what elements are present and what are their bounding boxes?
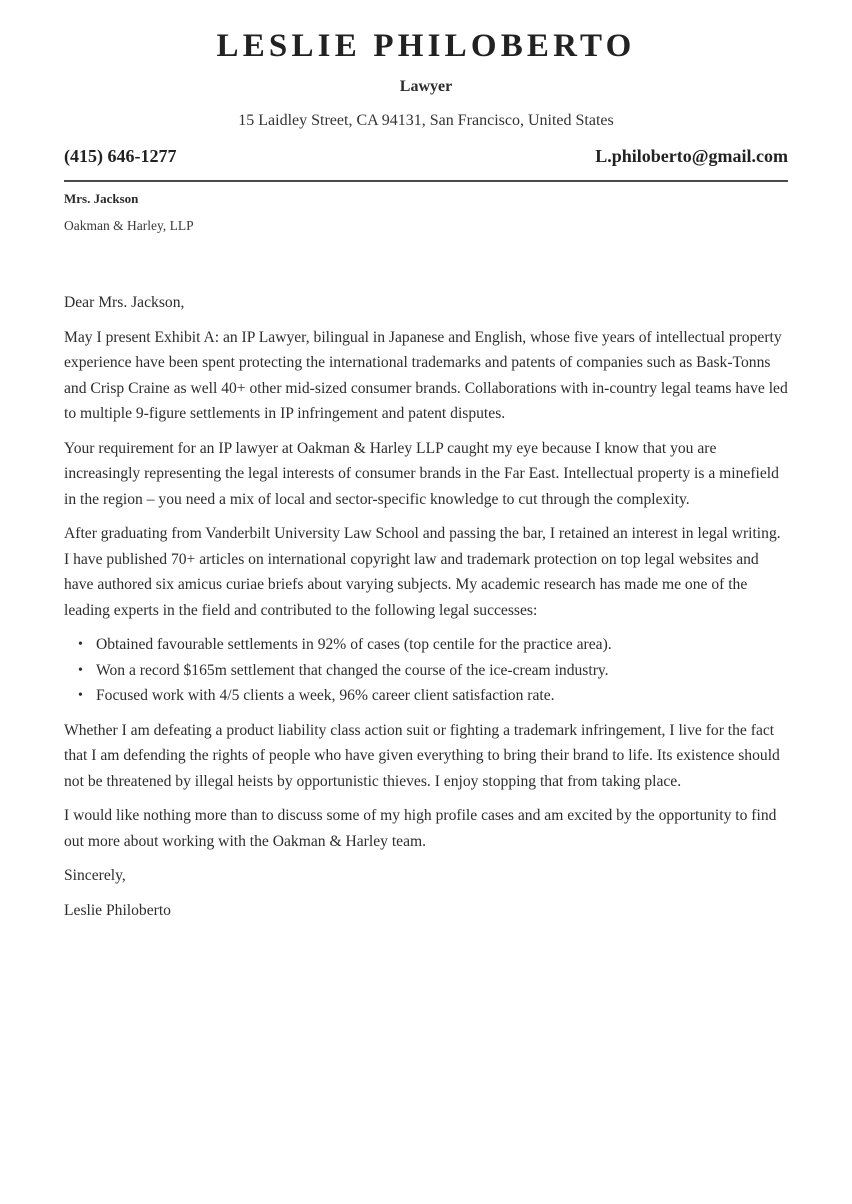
applicant-address: 15 Laidley Street, CA 94131, San Francisco, United States xyxy=(238,112,614,129)
achievement-text: Won a record $165m settlement that changed the course of the ice-cream industry. xyxy=(96,661,609,679)
sign-off: Sincerely, xyxy=(64,867,126,884)
list-item xyxy=(78,658,788,684)
body-paragraph: Your requirement for an IP lawyer at Oakman & Harley LLP caught my eye because I know that you are increasingly representing the legal interests of consumer brands in the Far East. Intellectual property is a minefield in the region – you need a mix of local and sector-specific knowledge to cut through the complexity. xyxy=(64,439,779,508)
applicant-title: Lawyer xyxy=(399,78,453,95)
bullet-icon: • xyxy=(78,662,83,678)
list-item xyxy=(78,632,788,658)
applicant-name: LESLIE PHILOBERTO xyxy=(216,28,636,64)
achievement-text: Obtained favourable settlements in 92% of cases (top centile for the practice area). xyxy=(96,636,612,653)
letter-body xyxy=(64,290,788,932)
body-paragraph: May I present Exhibit A: an IP Lawyer, bilingual in Japanese and English, whose five years of intellectual property experience have been spent protecting the international trademarks and patents of companies such as Bask-Tonns and Crisp Craine as well 40+ other mid-sized consumer brands. Collaborations with in-country legal teams have led to multiple 9-figure settlements in IP infringement and patent disputes. xyxy=(64,328,788,422)
contact-row xyxy=(64,146,788,167)
body-paragraph: Whether I am defeating a product liability class action suit or fighting a trademark infringement, I live for the fact that I am defending the rights of people who have given everything to bring their brand to life. Its existence should not be threatened by illegal heists by opportunistic thieves. I enjoy stopping that from taking place. xyxy=(64,721,780,790)
bullet-icon: • xyxy=(78,688,83,703)
body-paragraph: I would like nothing more than to discuss some of my high profile cases and am excited by the opportunity to find out more about working with the Oakman & Harley team. xyxy=(64,807,777,850)
recipient-company: Oakman & Harley, LLP xyxy=(64,218,194,233)
body-paragraph: After graduating from Vanderbilt University Law School and passing the bar, I retained an interest in legal writing. I have published 70+ articles on international copyright law and trademark protection on top legal websites and have authored six amicus curiae briefs about varying subjects. My academic research has made me one of the leading experts in the field and contributed to the following legal successes: xyxy=(64,525,781,619)
signature: Leslie Philoberto xyxy=(64,901,171,919)
salutation: Dear Mrs. Jackson, xyxy=(64,294,185,311)
list-item xyxy=(78,683,788,709)
achievement-text: Focused work with 4/5 clients a week, 96% career client satisfaction rate. xyxy=(96,687,555,704)
header-divider xyxy=(64,180,788,182)
recipient-name: Mrs. Jackson xyxy=(64,191,139,206)
applicant-phone: (415) 646-1277 xyxy=(64,146,177,166)
achievements-list xyxy=(64,632,788,709)
bullet-icon: • xyxy=(78,637,83,652)
applicant-email: L.philoberto@gmail.com xyxy=(595,146,788,166)
